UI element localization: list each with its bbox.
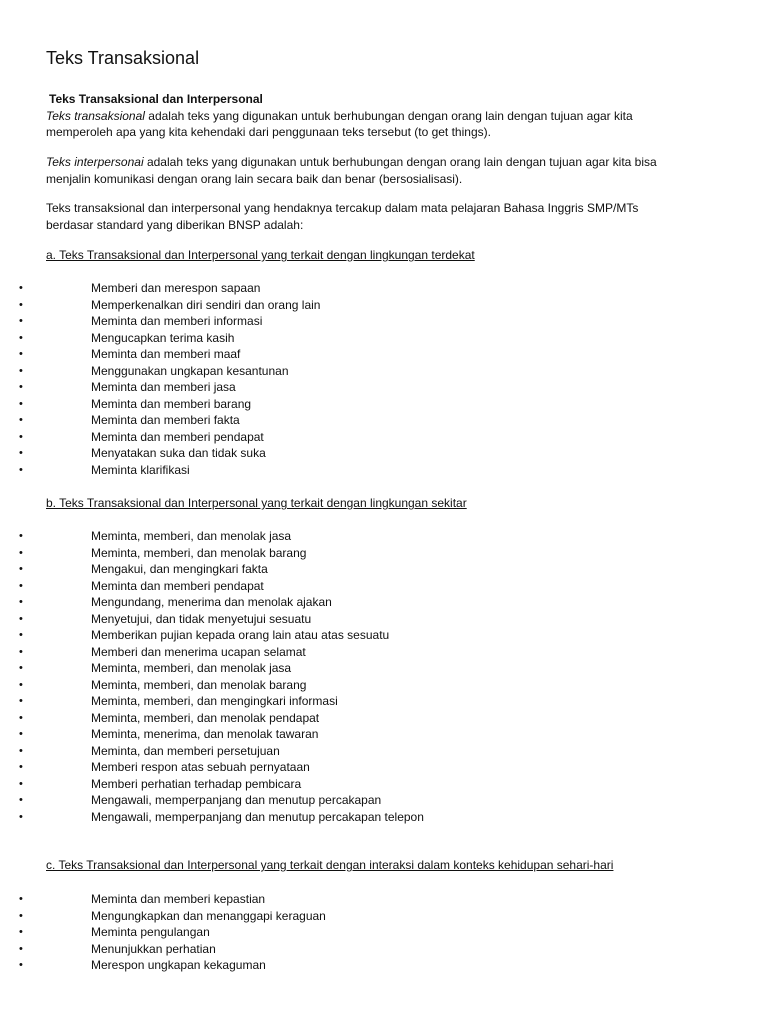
section-b-list	[0, 528, 760, 825]
list-item: • Meminta, memberi, dan menolak pendapat	[0, 710, 760, 727]
list-item: • Meminta dan memberi maaf	[0, 346, 760, 363]
list-item: • Mengawali, memperpanjang dan menutup percakapan	[0, 792, 760, 809]
list-item: • Meminta dan memberi fakta	[0, 412, 760, 429]
list-item: • Memberi respon atas sebuah pernyataan	[0, 759, 760, 776]
list-item: • Menyatakan suka dan tidak suka	[0, 445, 760, 462]
list-item: • Meminta, memberi, dan mengingkari informasi	[0, 693, 760, 710]
list-item: • Mengucapkan terima kasih	[0, 330, 760, 347]
list-item: • Memberi dan menerima ucapan selamat	[0, 644, 760, 661]
list-item: • Memberikan pujian kepada orang lain atau atas sesuatu	[0, 627, 760, 644]
section-c-heading: c. Teks Transaksional dan Interpersonal yang terkait dengan interaksi dalam konteks kehidupan sehari-hari	[46, 858, 614, 872]
list-item: • Mengawali, memperpanjang dan menutup percakapan telepon	[0, 809, 760, 826]
interpersonal-definition	[46, 154, 736, 187]
interpersonal-definition-line1: adalah teks yang digunakan untuk berhubungan dengan orang lain dengan tujuan agar kita bisa	[143, 155, 657, 169]
list-item: • Mengungkapkan dan menanggapi keraguan	[0, 908, 760, 925]
interpersonal-block	[46, 154, 736, 187]
transactional-definition	[46, 108, 736, 141]
list-item: • Meminta dan memberi pendapat	[0, 429, 760, 446]
list-item: • Meminta, menerima, dan menolak tawaran	[0, 726, 760, 743]
scope-line1: Teks transaksional dan interpersonal yang hendaknya tercakup dalam mata pelajaran Bahasa Inggris SMP/MTs	[46, 201, 639, 215]
list-item: • Menunjukkan perhatian	[0, 941, 760, 958]
intro-block	[46, 91, 736, 141]
list-item: • Meminta, dan memberi persetujuan	[0, 743, 760, 760]
section-c-list	[0, 891, 760, 974]
list-item: • Memperkenalkan diri sendiri dan orang lain	[0, 297, 760, 314]
transactional-definition-line1: adalah teks yang digunakan untuk berhubungan dengan orang lain dengan tujuan agar kita	[144, 108, 633, 123]
section-a-list	[0, 280, 760, 478]
interpersonal-term: Teks interpersonai	[46, 155, 144, 169]
list-item: • Meminta dan memberi kepastian	[0, 891, 760, 908]
section-subtitle: Teks Transaksional dan Interpersonal	[49, 92, 263, 106]
page-title: Teks Transaksional	[46, 48, 200, 68]
scope-line2: berdasar standard yang diberikan BNSP adalah:	[46, 217, 304, 232]
list-item: • Meminta, memberi, dan menolak barang	[0, 545, 760, 562]
list-item: • Menyetujui, dan tidak menyetujui sesuatu	[0, 611, 760, 628]
scope-paragraph	[46, 200, 736, 233]
list-item: • Meminta, memberi, dan menolak jasa	[0, 660, 760, 677]
list-item: • Merespon ungkapan kekaguman	[0, 957, 760, 974]
list-item: • Meminta dan memberi pendapat	[0, 578, 760, 595]
transactional-term: Teks transaksional	[46, 108, 145, 123]
list-item: • Meminta, memberi, dan menolak jasa	[0, 528, 760, 545]
list-item: • Memberi perhatian terhadap pembicara	[0, 776, 760, 793]
list-item: • Meminta pengulangan	[0, 924, 760, 941]
interpersonal-definition-line2: menjalin komunikasi dengan orang lain secara baik dan benar (bersosialisasi).	[46, 171, 463, 186]
list-item: • Mengundang, menerima dan menolak ajakan	[0, 594, 760, 611]
scope-block	[46, 200, 736, 233]
list-item: • Memberi dan merespon sapaan	[0, 280, 760, 297]
section-a-heading: a. Teks Transaksional dan Interpersonal yang terkait dengan lingkungan terdekat	[46, 248, 475, 262]
list-item: • Meminta dan memberi barang	[0, 396, 760, 413]
transactional-definition-line2: memperoleh apa yang kita kehendaki dari penggunaan teks tersebut (to get things).	[46, 125, 491, 139]
list-item: • Mengakui, dan mengingkari fakta	[0, 561, 760, 578]
list-item: • Meminta dan memberi jasa	[0, 379, 760, 396]
list-item: • Menggunakan ungkapan kesantunan	[0, 363, 760, 380]
list-item: • Meminta dan memberi informasi	[0, 313, 760, 330]
section-b-heading: b. Teks Transaksional dan Interpersonal yang terkait dengan lingkungan sekitar	[46, 496, 467, 510]
list-item: • Meminta, memberi, dan menolak barang	[0, 677, 760, 694]
list-item: • Meminta klarifikasi	[0, 462, 760, 479]
